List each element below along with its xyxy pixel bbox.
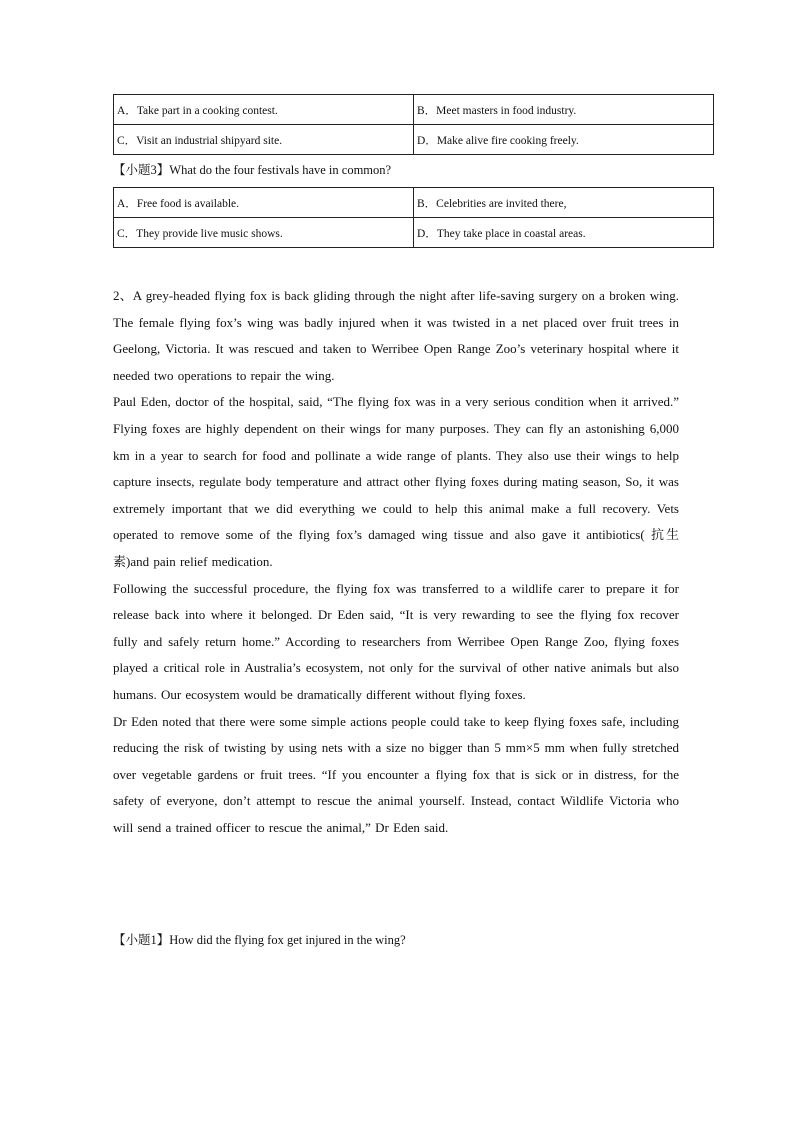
question-3 [113, 160, 391, 178]
reading-passage [113, 283, 679, 841]
question-text: How did the flying fox get injured in the wing? [169, 933, 406, 947]
option-c: C．They provide live music shows. [114, 218, 414, 248]
question-tag: 【小题3】 [113, 163, 170, 177]
passage-paragraph-4: Dr Eden noted that there were some simple actions people could take to keep flying foxes safe, including reducing the risk of twisting by using nets with a size no bigger than 5 mm×5 mm when fully stretched over vegetable gardens or fruit trees. “If you encounter a flying fox that is sick or in distress, for the safety of everyone, don’t attempt to rescue the animal yourself. Instead, contact Wildlife Victoria who will send a trained officer to rescue the animal,” Dr Eden said. [113, 713, 679, 835]
passage-paragraph-1: 2、A grey-headed flying fox is back gliding through the night after life-saving surgery on a broken wing. The female flying fox’s wing was badly injured when it was twisted in a net placed over fruit trees in Geelong, Victoria. It was rescued and taken to Werribee Open Range Zoo’s veterinary hospital where it needed two operations to repair the wing. [113, 288, 679, 383]
options-table-2 [113, 187, 714, 248]
option-d: D．Make alive fire cooking freely. [414, 125, 714, 155]
table-row [114, 125, 714, 155]
option-a: A．Take part in a cooking contest. [114, 95, 414, 125]
table-row [114, 218, 714, 248]
passage-number: 2、 [113, 288, 133, 303]
question-1 [113, 930, 406, 948]
table-row [114, 95, 714, 125]
option-d: D．They take place in coastal areas. [414, 218, 714, 248]
question-text: What do the four festivals have in common? [169, 163, 392, 177]
option-b: B．Celebrities are invited there, [414, 188, 714, 218]
option-b: B．Meet masters in food industry. [414, 95, 714, 125]
option-a: A．Free food is available. [114, 188, 414, 218]
table-row [114, 188, 714, 218]
passage-paragraph-2: Paul Eden, doctor of the hospital, said, “The flying fox was in a very serious condition when it arrived.” Flying foxes are highly dependent on their wings for many purposes. They can fly an astonishing 6,000 km in a year to search for food and pollinate a wide range of plants. They also use their wings to help capture insects, regulate body temperature and attract other flying foxes during mating season, So, it was extremely important that we did everything we could to help this animal make a full recovery. Vets operated to remove some of the flying fox’s damaged wing tissue and also gave it antibiotics( 抗生素)and pain relief medication. [113, 394, 679, 569]
question-tag: 【小题1】 [113, 933, 170, 947]
passage-paragraph-3: Following the successful procedure, the flying fox was transferred to a wildlife carer to prepare it for release back into where it belonged. Dr Eden said, “It is very rewarding to see the flying fox recover fully and safely return home.” According to researchers from Werribee Open Range Zoo, flying foxes played a critical role in Australia’s ecosystem, not only for the survival of other native animals but also humans. Our ecosystem would be dramatically different without flying foxes. [113, 580, 679, 702]
option-c: C．Visit an industrial shipyard site. [114, 125, 414, 155]
options-table-1 [113, 94, 714, 155]
